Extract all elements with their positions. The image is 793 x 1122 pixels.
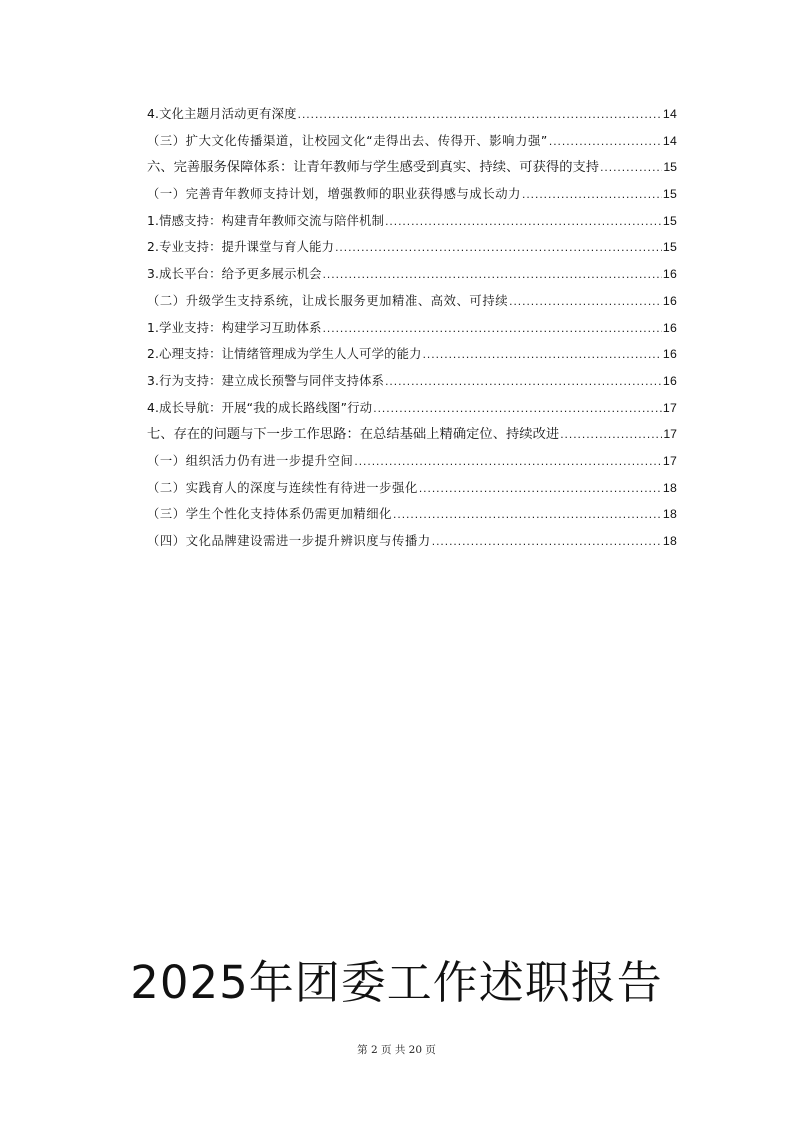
toc-entry-text: 七、存在的问题与下一步工作思路：在总结基础上精确定位、持续改进 bbox=[147, 427, 560, 443]
toc-leader-dots bbox=[385, 368, 662, 395]
toc-entry[interactable] bbox=[147, 421, 677, 448]
toc-entry-text: 3.成长平台：给予更多展示机会 bbox=[147, 267, 322, 282]
toc-leader-dots bbox=[522, 181, 662, 208]
toc-entry-text: 1.学业支持：构建学习互助体系 bbox=[147, 320, 322, 335]
toc-entry[interactable] bbox=[147, 288, 677, 315]
toc-entry-text: 3.行为支持：建立成长预警与同伴支持体系 bbox=[147, 373, 385, 388]
table-of-contents bbox=[147, 101, 677, 555]
toc-entry[interactable] bbox=[147, 208, 677, 235]
toc-page-number: 14 bbox=[662, 107, 677, 121]
toc-leader-dots bbox=[600, 154, 662, 181]
toc-entry-text: （二）升级学生支持系统，让成长服务更加精准、高效、可持续 bbox=[147, 293, 509, 308]
toc-leader-dots bbox=[385, 208, 662, 235]
toc-entry[interactable] bbox=[147, 501, 677, 528]
toc-entry[interactable] bbox=[147, 475, 677, 502]
toc-leader-dots bbox=[419, 475, 662, 502]
toc-page-number: 17 bbox=[662, 400, 677, 415]
toc-leader-dots bbox=[323, 261, 662, 288]
toc-entry-text: 2.专业支持：提升课堂与育人能力 bbox=[147, 240, 335, 255]
toc-leader-dots bbox=[335, 234, 662, 261]
toc-leader-dots bbox=[393, 501, 662, 528]
toc-entry[interactable] bbox=[147, 341, 677, 368]
toc-page-number: 15 bbox=[662, 213, 677, 228]
toc-entry[interactable] bbox=[147, 368, 677, 395]
toc-entry-text: （三）扩大文化传播渠道，让校园文化“走得出去、传得开、影响力强” bbox=[147, 133, 548, 148]
toc-leader-dots bbox=[560, 421, 662, 448]
toc-entry-text: 六、完善服务保障体系：让青年教师与学生感受到真实、持续、可获得的支持 bbox=[147, 160, 600, 176]
toc-entry[interactable] bbox=[147, 315, 677, 342]
toc-page-number: 16 bbox=[662, 267, 677, 282]
toc-page-number: 16 bbox=[662, 293, 677, 308]
toc-entry[interactable] bbox=[147, 395, 677, 422]
toc-leader-dots bbox=[509, 288, 662, 315]
toc-leader-dots bbox=[298, 101, 662, 128]
toc-leader-dots bbox=[373, 395, 662, 422]
toc-entry[interactable] bbox=[147, 528, 677, 555]
toc-page-number: 16 bbox=[662, 347, 677, 362]
document-title: 2025年团委工作述职报告 bbox=[130, 956, 663, 1009]
toc-entry-text: （二）实践育人的深度与连续性有待进一步强化 bbox=[147, 480, 418, 495]
toc-page-number: 15 bbox=[662, 240, 677, 255]
toc-page-number: 15 bbox=[662, 187, 677, 202]
toc-entry[interactable] bbox=[147, 261, 677, 288]
toc-page-number: 18 bbox=[662, 534, 677, 548]
toc-entry[interactable] bbox=[147, 448, 677, 475]
toc-page-number: 17 bbox=[663, 427, 677, 442]
toc-entry-text: （三）学生个性化支持体系仍需更加精细化 bbox=[147, 507, 393, 522]
toc-page-number: 14 bbox=[662, 133, 677, 148]
toc-entry[interactable] bbox=[147, 234, 677, 261]
toc-page-number: 16 bbox=[662, 320, 677, 335]
toc-entry[interactable] bbox=[147, 181, 677, 208]
toc-leader-dots bbox=[423, 341, 662, 368]
toc-page-number: 18 bbox=[662, 507, 677, 522]
toc-entry[interactable] bbox=[147, 128, 677, 155]
toc-entry-text: （四）文化品牌建设需进一步提升辨识度与传播力 bbox=[147, 534, 431, 548]
toc-page-number: 16 bbox=[662, 373, 677, 388]
toc-entry-text: （一）组织活力仍有进一步提升空间 bbox=[147, 453, 354, 468]
toc-page-number: 15 bbox=[663, 160, 677, 175]
page-footer: 第 2 页 共 20 页 bbox=[357, 1044, 436, 1056]
toc-entry-text: （一）完善青年教师支持计划，增强教师的职业获得感与成长动力 bbox=[147, 187, 522, 202]
toc-entry[interactable] bbox=[147, 154, 677, 181]
toc-page-number: 18 bbox=[662, 480, 677, 495]
toc-entry-text: 2.心理支持：让情绪管理成为学生人人可学的能力 bbox=[147, 347, 422, 362]
toc-entry[interactable] bbox=[147, 101, 677, 128]
toc-leader-dots bbox=[432, 528, 662, 555]
toc-entry-text: 4.文化主题月活动更有深度 bbox=[147, 107, 297, 121]
toc-leader-dots bbox=[549, 128, 662, 155]
toc-leader-dots bbox=[354, 448, 662, 475]
toc-entry-text: 1.情感支持：构建青年教师交流与陪伴机制 bbox=[147, 213, 385, 228]
toc-leader-dots bbox=[323, 315, 662, 342]
toc-page-number: 17 bbox=[662, 453, 677, 468]
toc-entry-text: 4.成长导航：开展“我的成长路线图”行动 bbox=[147, 400, 373, 415]
